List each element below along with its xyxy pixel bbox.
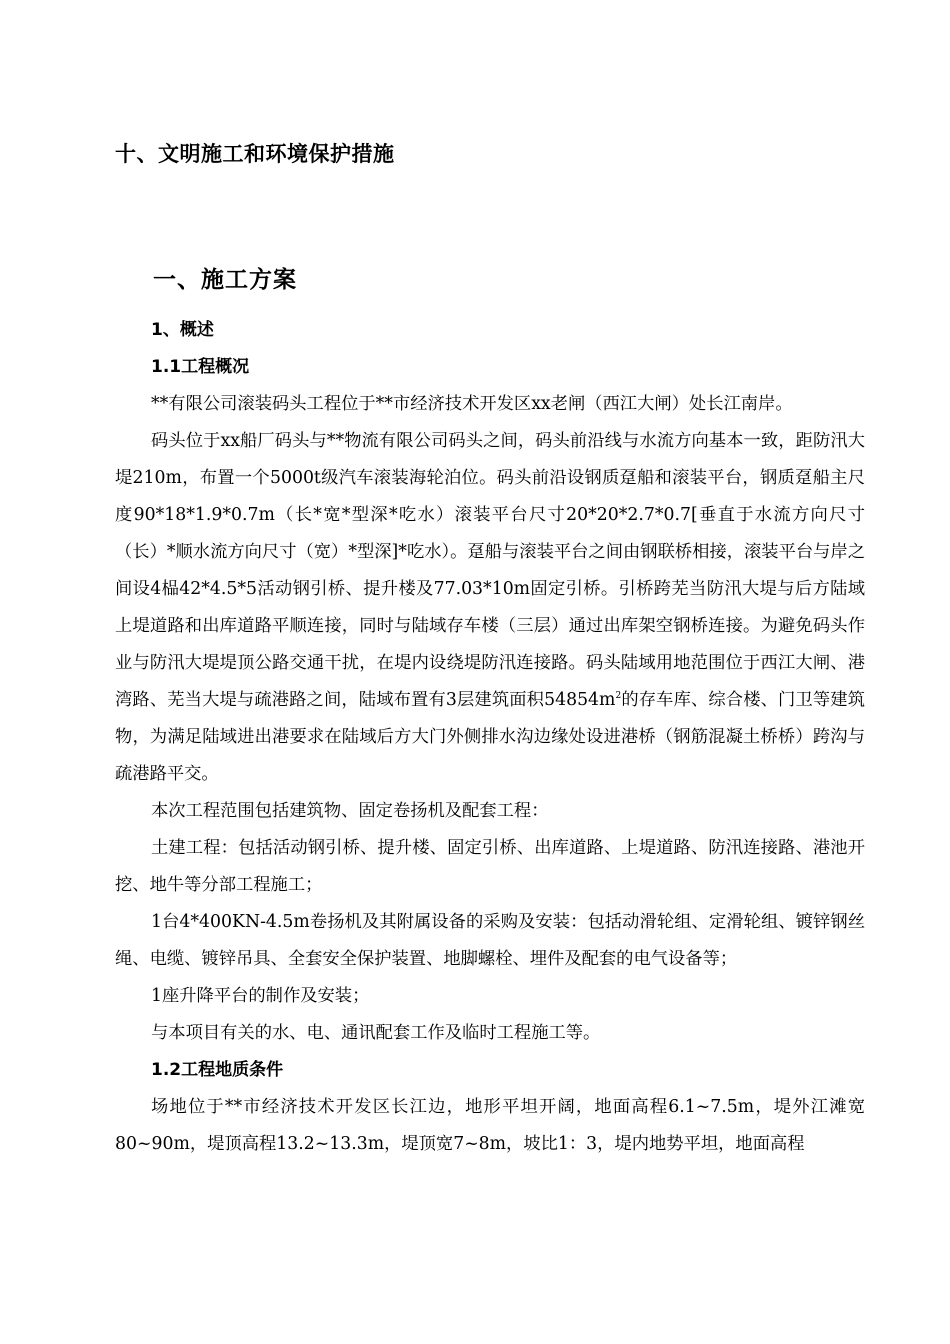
paragraph-scope: 本次工程范围包括建筑物、固定卷扬机及配套工程： [151, 801, 549, 821]
paragraph-utilities: 与本项目有关的水、电、通讯配套工作及临时工程施工等。 [151, 1023, 601, 1043]
paragraph-wharf-description [115, 423, 865, 793]
chapter-heading: 一、施工方案 [153, 267, 297, 293]
section-title-project-overview: 1.1工程概况 [151, 357, 250, 377]
paragraph-location: **有限公司滚装码头工程位于**市经济技术开发区xx老闸（西江大闸）处长江南岸。 [151, 394, 793, 414]
paragraph-site-conditions: 场地位于**市经济技术开发区长江边，地形平坦开阔，地面高程6.1~7.5m，堤外江滩宽80~90m，堤顶高程13.2~13.3m，堤顶宽7~8m，坡比1：3，堤内地势平坦，地面高程 [115, 1097, 865, 1154]
paragraph-civil-works: 土建工程：包括活动钢引桥、提升楼、固定引桥、出库道路、上堤道路、防汛连接路、港池开挖、地牛等分部工程施工； [115, 838, 865, 895]
body-text [115, 312, 865, 1163]
superscript-2: 2 [615, 691, 622, 702]
paragraph-wharf-text-a: 码头位于xx船厂码头与**物流有限公司码头之间，码头前沿线与水流方向基本一致，距防汛大堤210m，布置一个5000t级汽车滚装海轮泊位。码头前沿设钢质趸船和滚装平台，钢质趸船主尺度90*18*1.9*0.7m（长*宽*型深*吃水）滚装平台尺寸20*20*2.7*0.7[垂直于水流方向尺寸（长）*顺水流方向尺寸（宽）*型深]*吃水）。趸船与滚装平台之间由钢联桥相接，滚装平台与岸之间设4榀42*4.5*5活动钢引桥、提升楼及77.03*10m固定引桥。引桥跨芜当防汛大堤与后方陆域上堤道路和出库道路平顺连接，同时与陆域存车楼（三层）通过出库架空钢桥连接。为避免码头作业与防汛大堤堤顶公路交通干扰，在堤内设绕堤防汛连接路。码头陆域用地范围位于西江大闸、港湾路、芜当大堤与疏港路之间，陆域布置有3层建筑面积54854m [115, 431, 865, 710]
paragraph-platform: 1座升降平台的制作及安装； [151, 986, 370, 1006]
paragraph-winch: 1台4*400KN-4.5m卷扬机及其附属设备的采购及安装：包括动滑轮组、定滑轮组、镀锌钢丝绳、电缆、镀锌吊具、全套安全保护装置、地脚螺栓、埋件及配套的电气设备等； [115, 912, 865, 969]
toc-heading: 十、文明施工和环境保护措施 [115, 142, 395, 166]
section-title-overview: 1、概述 [151, 320, 214, 340]
section-title-geology: 1.2工程地质条件 [151, 1060, 284, 1080]
paragraph-wharf-text-b: 的存车库、综合楼、门卫等建筑物，为满足陆域进出港要求在陆域后方大门外侧排水沟边缘处设进港桥（钢筋混凝土桥桥）跨沟与疏港路平交。 [115, 690, 865, 784]
